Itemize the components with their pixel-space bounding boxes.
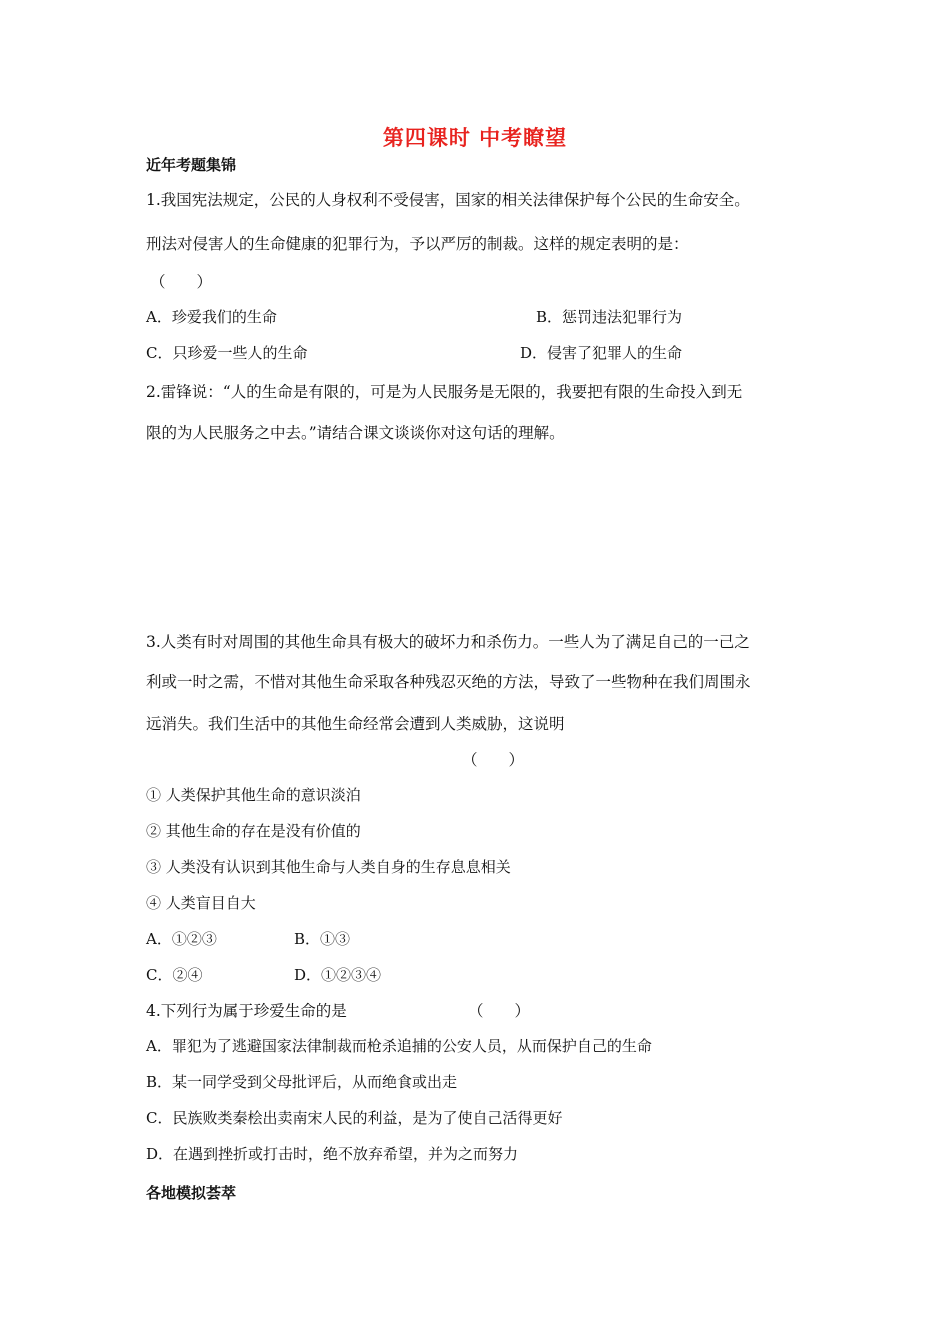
q4-option-a: A．罪犯为了逃避国家法律制裁而枪杀追捕的公安人员，从而保护自己的生命 [146,1037,652,1055]
q3-answer-paren: （ ） [462,751,525,769]
q3-option-a: A．①②③ [146,930,217,948]
q1-option-b: B．惩罚违法犯罪行为 [536,308,683,326]
q3-statement-1: ① 人类保护其他生命的意识淡泊 [146,786,361,804]
q3-statement-2: ② 其他生命的存在是没有价值的 [146,822,361,840]
q4-option-c: C．民族败类秦桧出卖南宋人民的利益，是为了使自己活得更好 [146,1109,563,1127]
q3-stem-line1: 3.人类有时对周围的其他生命具有极大的破坏力和杀伤力。一些人为了满足自己的一己之 [146,633,750,651]
page-title: 第四课时 中考瞭望 [382,126,568,150]
q3-stem-line3: 远消失。我们生活中的其他生命经常会遭到人类威胁，这说明 [146,715,565,733]
q1-answer-paren: （ ） [150,273,213,291]
q3-statement-3: ③ 人类没有认识到其他生命与人类自身的生存息息相关 [146,858,511,876]
section-heading-exam: 近年考题集锦 [146,156,237,174]
q1-stem-line1: 1.我国宪法规定，公民的人身权利不受侵害，国家的相关法律保护每个公民的生命安全。 [146,191,750,209]
q2-stem-line1: 2.雷锋说：“人的生命是有限的，可是为人民服务是无限的，我要把有限的生命投入到无 [146,383,743,401]
q1-option-a: A．珍爱我们的生命 [146,308,277,326]
q1-option-d: D．侵害了犯罪人的生命 [520,344,683,362]
q4-answer-paren: （ ） [468,1002,531,1020]
q4-option-d: D．在遇到挫折或打击时，绝不放弃希望，并为之而努力 [146,1145,519,1163]
q1-stem-line2: 刑法对侵害人的生命健康的犯罪行为，予以严厉的制裁。这样的规定表明的是： [146,235,689,253]
q1-option-c: C．只珍爱一些人的生命 [146,344,308,362]
section-heading-mock: 各地模拟荟萃 [146,1184,237,1202]
q3-option-b: B．①③ [294,930,351,948]
q4-option-b: B．某一同学受到父母批评后，从而绝食或出走 [146,1073,458,1091]
q3-statement-4: ④ 人类盲目自大 [146,894,256,912]
q3-option-c: C．②④ [146,966,203,984]
q4-stem: 4.下列行为属于珍爱生命的是 [146,1002,347,1020]
q2-stem-line2: 限的为人民服务之中去。”请结合课文谈谈你对这句话的理解。 [146,424,565,442]
q3-stem-line2: 利或一时之需，不惜对其他生命采取各种残忍灭绝的方法，导致了一些物种在我们周围永 [146,673,751,691]
q3-option-d: D．①②③④ [294,966,382,984]
